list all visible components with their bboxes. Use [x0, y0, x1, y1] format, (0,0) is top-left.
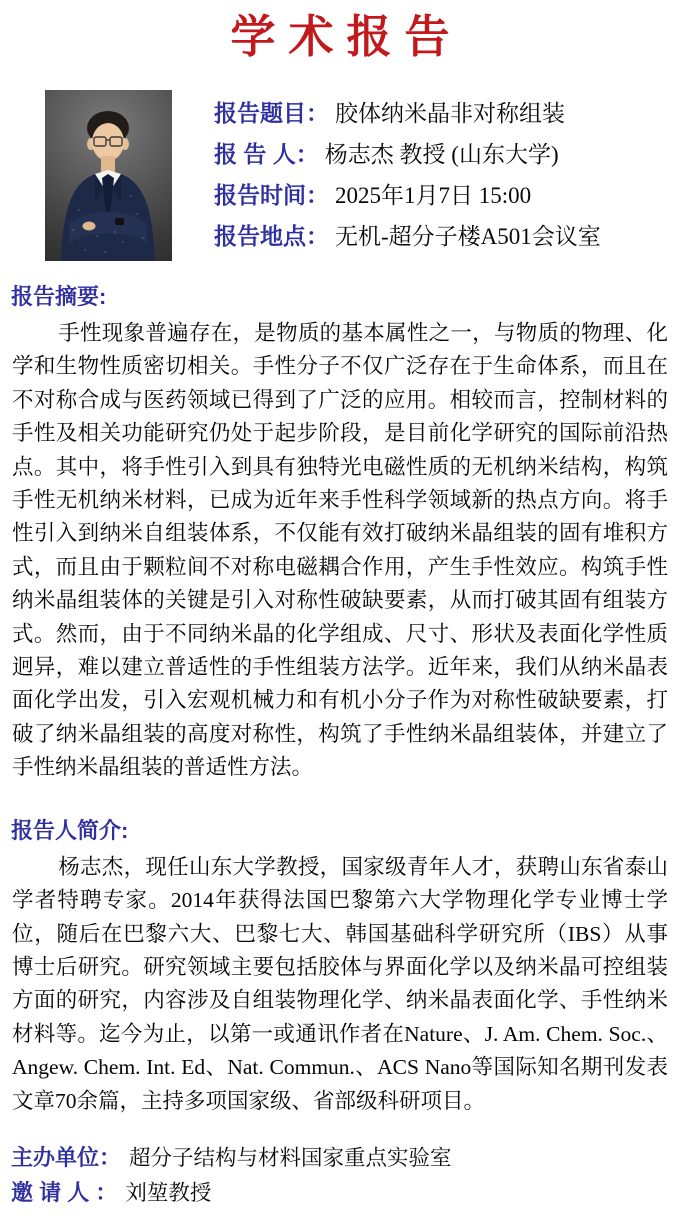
- footer-section: [11, 1139, 669, 1209]
- time-label: 报告时间：: [214, 182, 329, 208]
- footer-row-inviter: [11, 1174, 669, 1209]
- abstract-text: 手性现象普遍存在，是物质的基本属性之一，与物质的物理、化学和生物性质密切相关。手性分子不仅广泛存在于生命体系，而且在不对称合成与医药领域已得到了广泛的应用。相较而言，控制材料的手性及相关功能研究仍处于起步阶段，是目前化学研究的国际前沿热点。其中，将手性引入到具有独特光电磁性质的无机纳米结构，构筑手性无机纳米材料，已成为近年来手性科学领域新的热点方向。将手性引入到纳米自组装体系，不仅能有效打破纳米晶组装的固有堆积方式，而且由于颗粒间不对称电磁耦合作用，产生手性效应。构筑手性纳米晶组装体的关键是引入对称性破缺要素，从而打破其固有组装方式。然而，由于不同纳米晶的化学组成、尺寸、形状及表面化学性质迥异，难以建立普适性的手性组装方法学。近年来，我们从纳米晶表面化学出发，引入宏观机械力和有机小分子作为对称性破缺要素，打破了纳米晶组装的高度对称性，构筑了手性纳米晶组装体，并建立了手性纳米晶组装的普适性方法。: [12, 321, 668, 780]
- time-value: 2025年1月7日 15:00: [335, 183, 532, 208]
- speaker-value: 杨志杰 教授 (山东大学): [324, 142, 559, 167]
- info-row-location: [214, 214, 601, 255]
- lecture-info: [214, 91, 601, 261]
- inviter-value: 刘堃教授: [125, 1180, 212, 1205]
- speaker-photo: [45, 90, 172, 261]
- organizer-value: 超分子结构与材料国家重点实验室: [129, 1145, 452, 1170]
- location-value: 无机-超分子楼A501会议室: [335, 224, 601, 249]
- info-row-topic: [214, 91, 601, 132]
- organizer-label: 主办单位：: [11, 1144, 122, 1170]
- bio-heading: 报告人简介:: [11, 817, 129, 843]
- inviter-label: 邀 请 人 ：: [11, 1179, 118, 1205]
- lecture-poster: [0, 8, 680, 1218]
- footer-row-organizer: [11, 1139, 669, 1174]
- location-label: 报告地点：: [214, 223, 329, 249]
- bio-text: 杨志杰，现任山东大学教授，国家级青年人才，获聘山东省泰山学者特聘专家。2014年获得法国巴黎第六大学物理化学专业博士学位，随后在巴黎六大、巴黎七大、韩国基础科学研究所（IBS）从事博士后研究。研究领域主要包括胶体与界面化学以及纳米晶可控组装方面的研究，内容涉及自组装物理化学、纳米晶表面化学、手性纳米材料等。迄今为止，以第一或通讯作者在Nature、J. Am. Chem. Soc.、Angew. Chem. Int. Ed、Nat. Commun.、ACS Nano等国际知名期刊发表文章70余篇，主持多项国家级、省部级科研项目。: [12, 854, 668, 1113]
- abstract-heading: 报告摘要:: [11, 284, 107, 309]
- header-section: [45, 90, 680, 261]
- speaker-portrait-illustration: [45, 90, 172, 261]
- topic-value: 胶体纳米晶非对称组装: [335, 101, 565, 126]
- info-row-time: [214, 173, 601, 214]
- topic-label: 报告题目：: [214, 100, 329, 126]
- page-title: 学术报告: [230, 12, 463, 62]
- speaker-label: 报 告 人：: [214, 141, 319, 167]
- info-row-speaker: [214, 132, 601, 173]
